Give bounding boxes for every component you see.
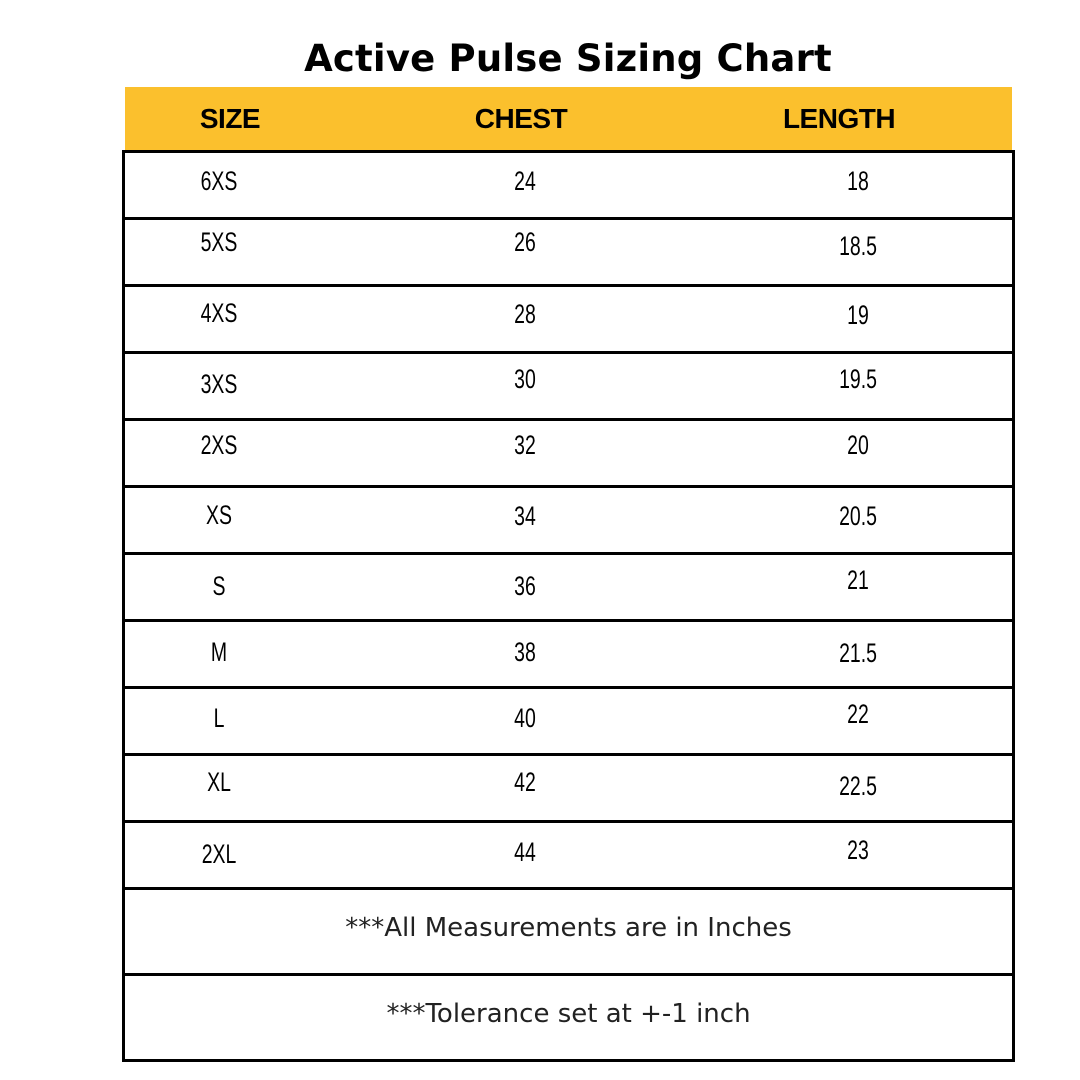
table-row [125,753,1012,820]
cell-size: L [213,703,225,733]
measurement-note: ***All Measurements are in Inches [345,913,792,943]
cell-chest: 38 [514,637,536,667]
cell-size: S [212,571,226,601]
table-row [125,686,1012,753]
table-row [125,552,1012,619]
cell-chest: 34 [514,501,536,531]
header-length: LENGTH [782,103,896,134]
table-row [125,351,1012,418]
cell-size: M [210,637,228,667]
table-header [125,87,1012,150]
cell-chest: 44 [514,837,536,867]
cell-length: 21 [847,565,869,595]
cell-length: 22.5 [839,771,877,801]
cell-chest: 32 [514,430,536,460]
table-row [125,485,1012,552]
cell-chest: 36 [514,571,536,601]
cell-length: 20 [847,430,869,460]
cell-size: 3XS [200,369,238,399]
cell-size: 2XS [200,430,238,460]
cell-length: 18 [847,166,869,196]
cell-size: 2XL [201,839,237,869]
row-divider [125,887,1012,890]
cell-length: 18.5 [839,231,877,261]
table-row [125,284,1012,351]
table-row [125,820,1012,887]
table-row [125,619,1012,686]
table-row [125,217,1012,284]
table-row [125,418,1012,485]
cell-length: 23 [847,835,869,865]
cell-length: 20.5 [839,501,877,531]
sizing-table [122,150,1015,1062]
cell-chest: 28 [514,299,536,329]
row-divider [125,973,1012,976]
header-chest: CHEST [474,103,568,134]
cell-size: XS [206,500,232,530]
cell-chest: 42 [514,767,536,797]
header-size: SIZE [199,103,261,134]
tolerance-note: ***Tolerance set at +-1 inch [386,999,751,1029]
row-divider [125,1059,1012,1062]
page-title: Active Pulse Sizing Chart [304,37,832,80]
cell-length: 21.5 [839,638,877,668]
cell-length: 19.5 [839,364,877,394]
cell-chest: 26 [514,227,536,257]
cell-size: 4XS [200,298,238,328]
cell-length: 19 [847,300,869,330]
cell-size: 6XS [200,166,238,196]
table-row [125,150,1012,217]
cell-chest: 40 [514,703,536,733]
cell-chest: 30 [514,364,536,394]
cell-size: 5XS [200,227,238,257]
cell-size: XL [207,767,231,797]
cell-chest: 24 [514,166,536,196]
cell-length: 22 [847,699,869,729]
